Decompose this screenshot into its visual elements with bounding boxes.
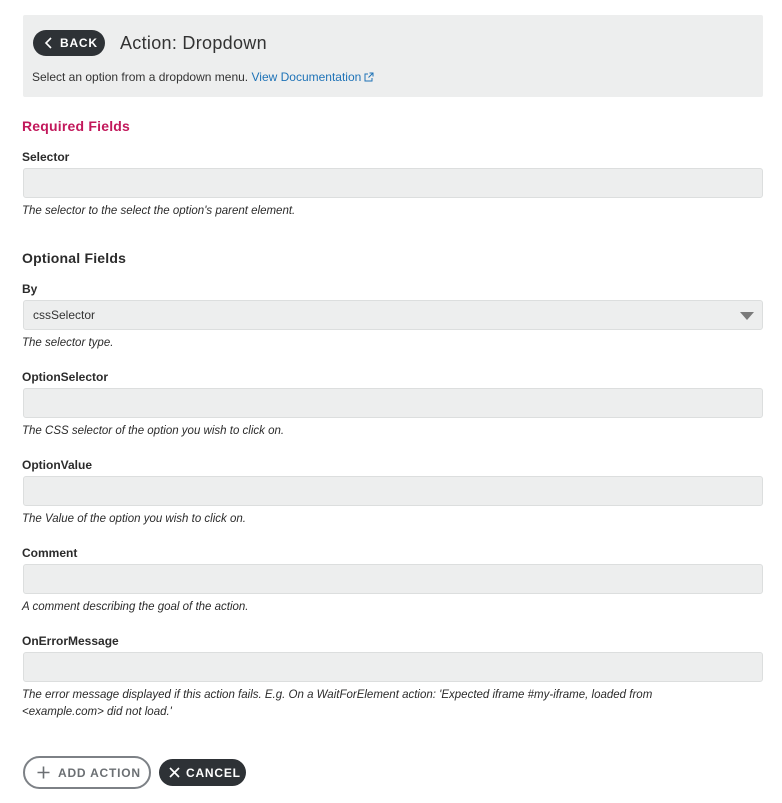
- chevron-left-icon: [44, 37, 54, 49]
- selector-help: The selector to the select the option's parent element.: [22, 205, 296, 217]
- add-action-label: ADD ACTION: [58, 765, 141, 780]
- plus-icon: [37, 766, 50, 779]
- dropdown-arrow-icon: [740, 312, 754, 320]
- selector-label: Selector: [22, 150, 70, 164]
- required-fields-heading: Required Fields: [22, 118, 131, 134]
- optional-fields-heading: Optional Fields: [22, 250, 127, 266]
- view-documentation-label: View Documentation: [251, 70, 362, 84]
- on-error-message-label: OnErrorMessage: [22, 634, 119, 648]
- cancel-label: CANCEL: [186, 765, 241, 780]
- by-help: The selector type.: [22, 337, 114, 349]
- option-selector-help: The CSS selector of the option you wish to click on.: [22, 425, 285, 437]
- back-button[interactable]: [33, 30, 105, 56]
- on-error-message-input[interactable]: [23, 652, 763, 682]
- on-error-message-help: The error message displayed if this action fails. E.g. On a WaitForElement action: 'Expected iframe #my-iframe, loaded from <example.com> did not load.': [22, 689, 653, 718]
- header-panel: [23, 15, 763, 97]
- by-label: By: [22, 282, 38, 296]
- description-text: Select an option from a dropdown menu.: [32, 70, 249, 84]
- view-documentation-link[interactable]: [251, 70, 374, 84]
- close-icon: [169, 767, 180, 778]
- external-link-icon: [364, 72, 374, 82]
- comment-input[interactable]: [23, 564, 763, 594]
- option-value-input[interactable]: [23, 476, 763, 506]
- page-description: [32, 70, 374, 84]
- selector-input[interactable]: [23, 168, 763, 198]
- cancel-button[interactable]: [159, 759, 246, 786]
- comment-label: Comment: [22, 546, 78, 560]
- add-action-button[interactable]: [23, 756, 151, 789]
- option-value-help: The Value of the option you wish to click on.: [22, 513, 246, 525]
- page-title: Action: Dropdown: [120, 33, 267, 53]
- option-value-label: OptionValue: [22, 458, 93, 472]
- back-button-label: BACK: [60, 36, 98, 50]
- option-selector-input[interactable]: [23, 388, 763, 418]
- comment-help: A comment describing the goal of the action.: [22, 601, 249, 613]
- by-select-value: cssSelector: [33, 308, 96, 322]
- by-select[interactable]: [23, 300, 763, 330]
- option-selector-label: OptionSelector: [22, 370, 109, 384]
